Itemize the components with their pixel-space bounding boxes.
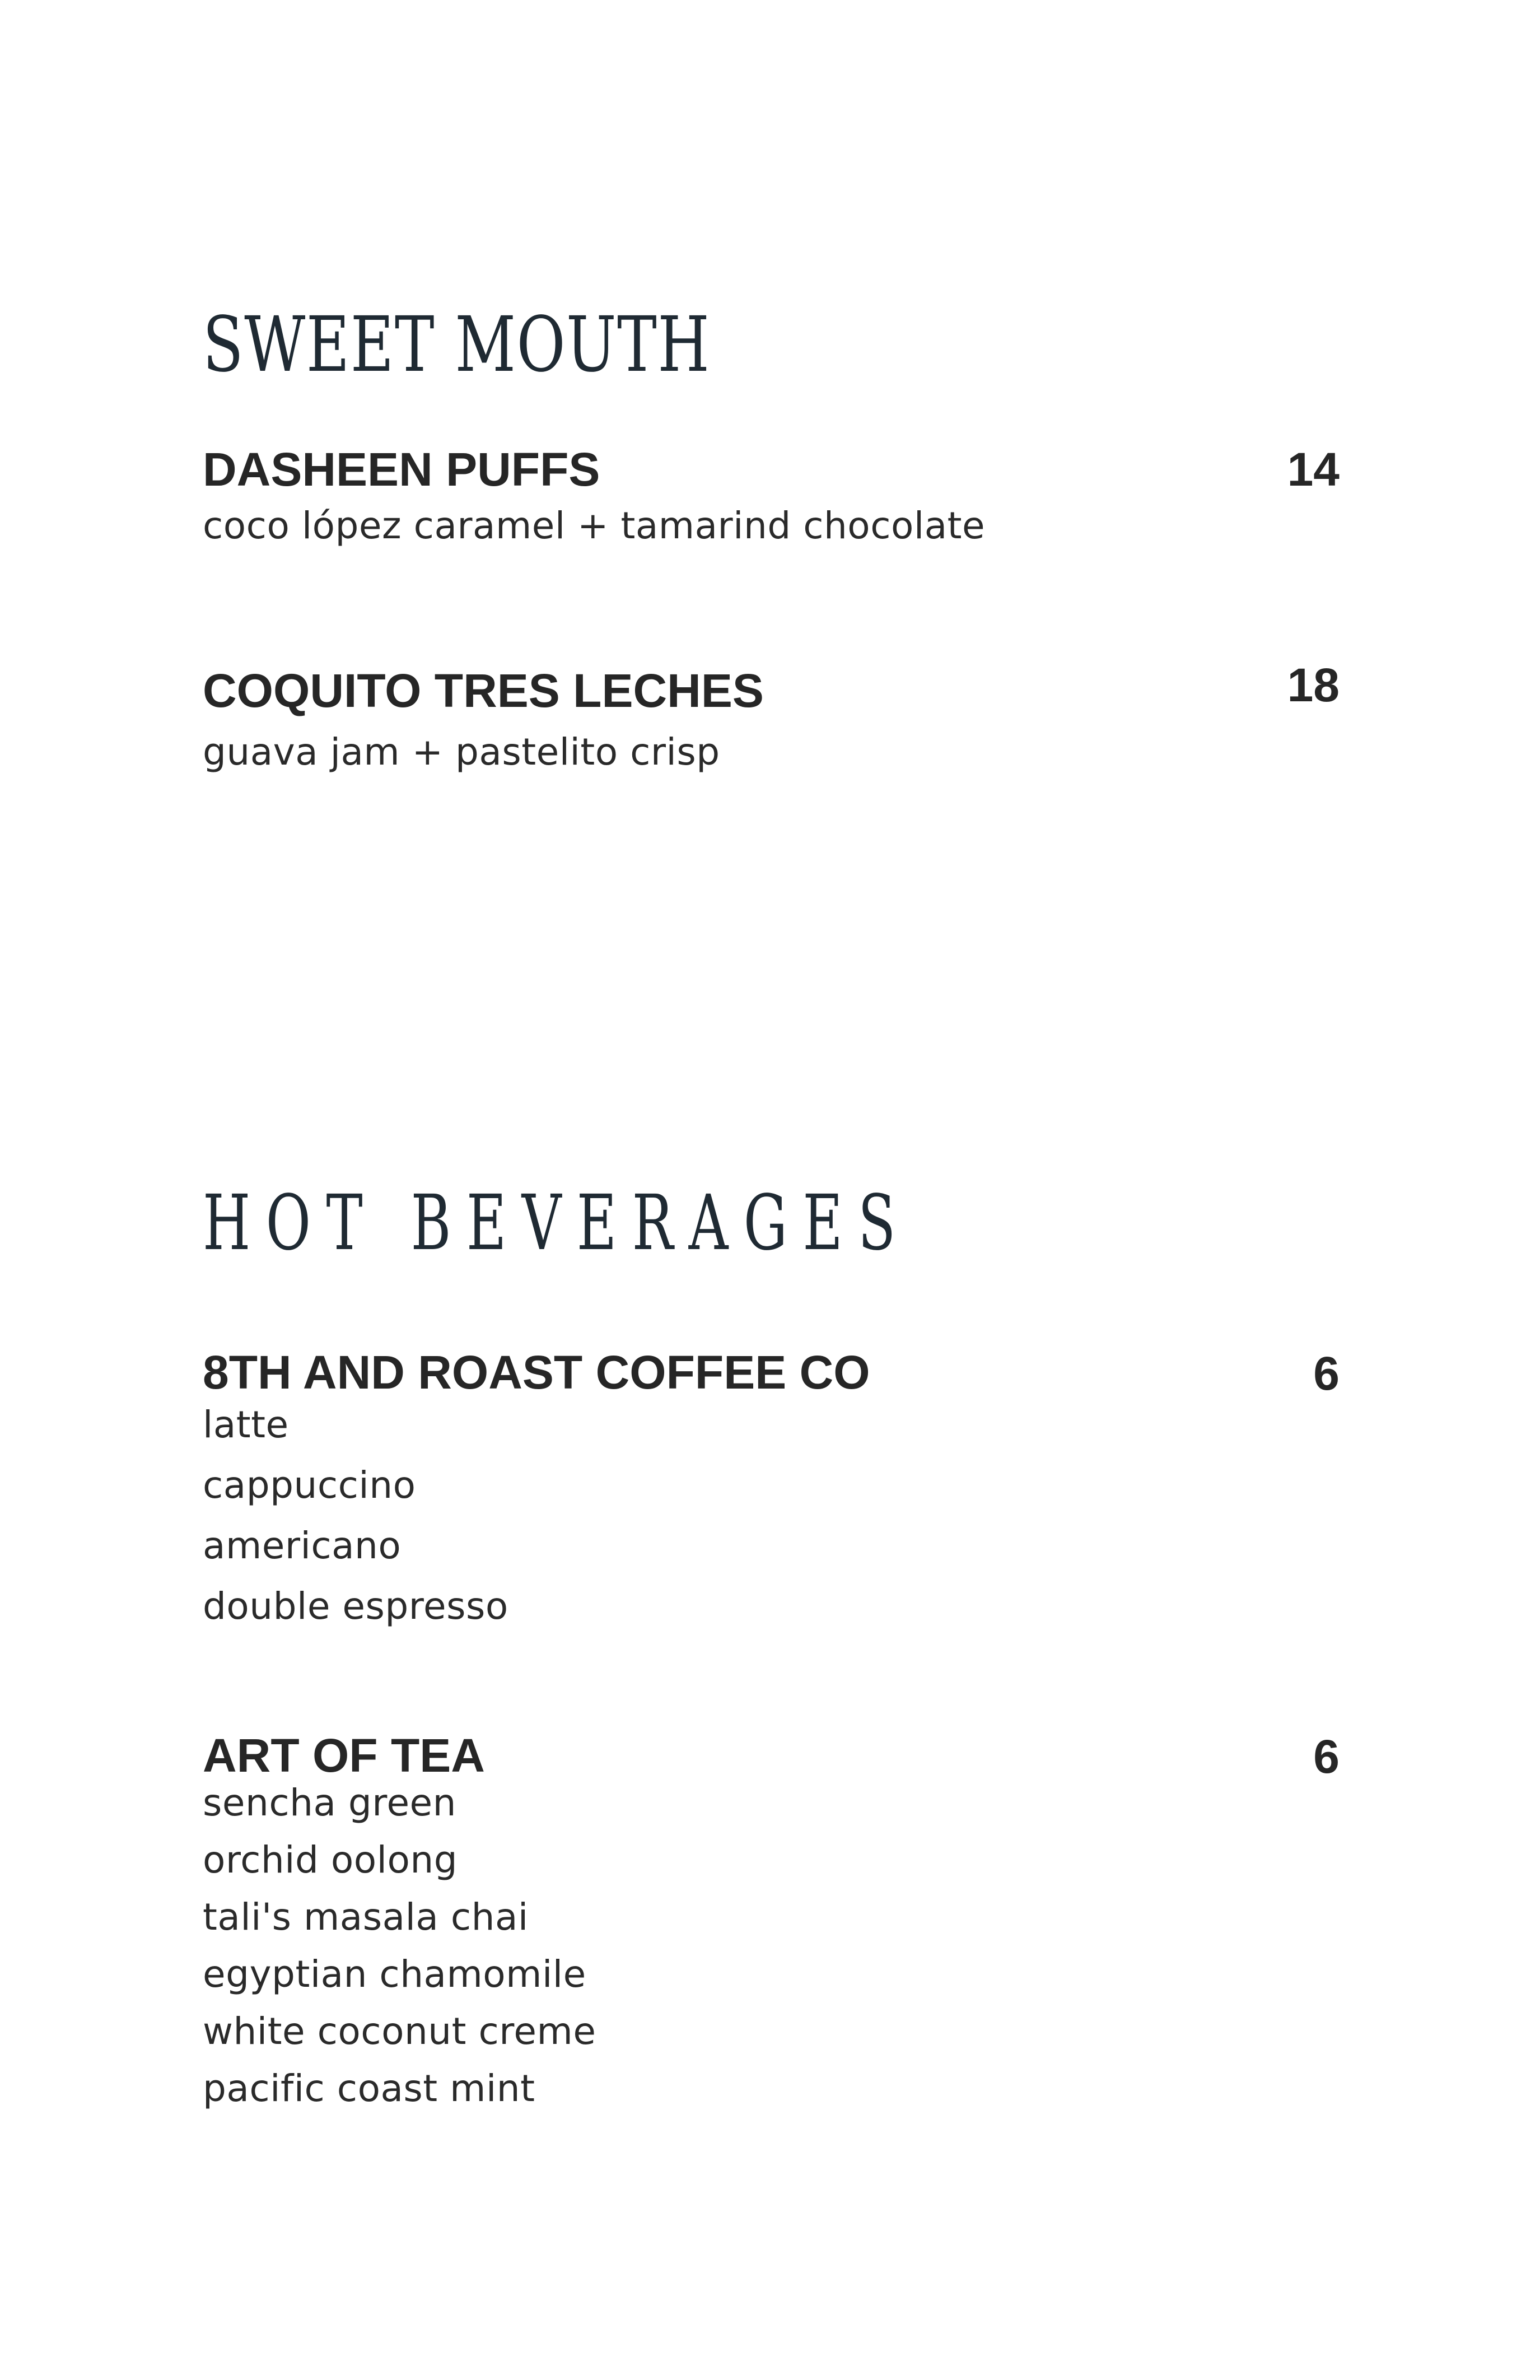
list-item: latte xyxy=(203,1403,289,1446)
list-item: egyptian chamomile xyxy=(203,1953,586,1996)
item-price: 6 xyxy=(1313,1347,1340,1400)
item-description: coco lópez caramel + tamarind chocolate xyxy=(203,504,986,547)
list-item: pacific coast mint xyxy=(203,2067,535,2110)
tea-options-list xyxy=(203,1774,596,2117)
list-item: orchid oolong xyxy=(203,1838,458,1881)
item-price: 14 xyxy=(1287,443,1340,496)
list-item: cappuccino xyxy=(203,1464,416,1507)
list-item: white coconut creme xyxy=(203,2010,596,2053)
list-item: americano xyxy=(203,1524,402,1567)
list-item: double espresso xyxy=(203,1585,508,1628)
item-name: COQUITO TRES LECHES xyxy=(203,664,764,717)
list-item: sencha green xyxy=(203,1781,456,1824)
item-name: ART OF TEA xyxy=(203,1729,485,1782)
coffee-options-list xyxy=(203,1395,508,1637)
item-price: 18 xyxy=(1287,659,1340,711)
section-title: SWEET MOUTH xyxy=(203,301,711,389)
item-name: 8TH AND ROAST COFFEE CO xyxy=(203,1346,870,1399)
list-item: tali's masala chai xyxy=(203,1895,529,1939)
section-title: HOT BEVERAGES xyxy=(203,1179,911,1268)
item-description: guava jam + pastelito crisp xyxy=(203,730,720,774)
item-name: DASHEEN PUFFS xyxy=(203,443,600,496)
item-price: 6 xyxy=(1313,1730,1340,1783)
